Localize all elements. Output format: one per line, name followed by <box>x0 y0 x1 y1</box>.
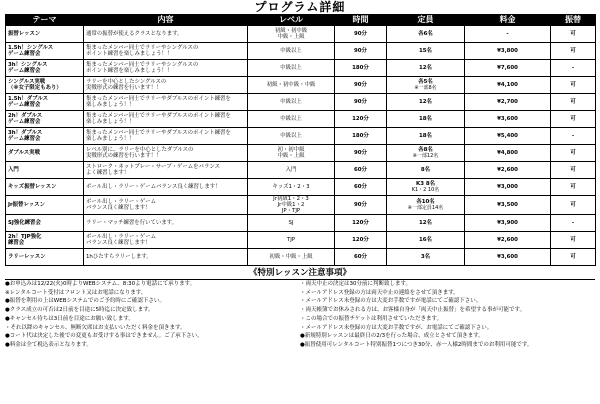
program-description <box>84 215 248 232</box>
program-time: 90分 <box>335 43 387 60</box>
header-level: レベル <box>248 15 335 26</box>
notice-item: ●振替を利用の上はWEBシステムでのご予約時にご確認下さい。 <box>5 298 165 305</box>
capacity-value: 3名 <box>420 254 431 260</box>
capacity-value: 15名 <box>419 48 432 54</box>
program-capacity <box>387 162 465 179</box>
program-time: 60分 <box>335 162 387 179</box>
program-level <box>248 215 335 232</box>
program-level <box>248 179 335 196</box>
capacity-value: 各5名 <box>418 79 433 85</box>
program-description <box>84 249 248 266</box>
program-description-line: ストローク・ネットプレー・サーブ・ゲームをバランス <box>86 164 220 170</box>
table-row <box>6 26 596 43</box>
program-level <box>248 26 335 43</box>
program-capacity <box>387 94 465 111</box>
capacity-value: 12名 <box>419 99 432 105</box>
program-level-line: SJ <box>288 220 294 226</box>
program-capacity <box>387 60 465 77</box>
program-level <box>248 111 335 128</box>
program-level-line: Jr中級1・2 <box>277 202 305 208</box>
program-substitute: - <box>551 128 596 145</box>
header-price: 料金 <box>465 15 551 26</box>
capacity-value: 18名 <box>419 116 432 122</box>
capacity-value: 各8名 <box>418 147 433 153</box>
program-name-line: 3h！シングルス <box>8 62 48 68</box>
program-price: ¥3,500 <box>465 196 551 215</box>
program-time: 90分 <box>335 94 387 111</box>
capacity-note: ※一部12名 <box>412 153 439 159</box>
program-substitute: - <box>551 215 596 232</box>
program-time: 120分 <box>335 111 387 128</box>
notes-left-column <box>5 280 300 350</box>
program-level <box>248 249 335 266</box>
program-level-line: 初級・初中級 <box>274 28 308 34</box>
program-level-line: 中級以上 <box>280 99 302 105</box>
capacity-value: 12名 <box>419 65 432 71</box>
program-name-line: 2h！TJP強化 <box>8 234 42 240</box>
program-name-line: 振替レッスン <box>8 31 41 37</box>
program-name <box>6 249 84 266</box>
program-price: ¥3,900 <box>465 215 551 232</box>
program-name <box>6 128 84 145</box>
program-capacity <box>387 43 465 60</box>
program-capacity <box>387 179 465 196</box>
program-level <box>248 94 335 111</box>
program-name-line: ゲーム練習会 <box>8 102 41 108</box>
program-name <box>6 162 84 179</box>
program-level <box>248 60 335 77</box>
program-name <box>6 179 84 196</box>
program-description <box>84 77 248 94</box>
program-capacity <box>387 249 465 266</box>
program-name <box>6 77 84 94</box>
program-name-line: 1.5h！シングルス <box>8 45 54 51</box>
notice-item: ・両天帳簿でお休みされる方は、お客様自身が「両天中止振替」を希望する事が可能です。 <box>300 307 526 314</box>
program-level-line: 中級以上 <box>280 116 302 122</box>
program-name <box>6 196 84 215</box>
program-level-line: キッズ1・2・3 <box>272 184 310 190</box>
program-description-line: バランス良く練習します！ <box>86 240 151 246</box>
program-description-line: 楽しみましょう！！ <box>86 119 135 125</box>
program-substitute: 可 <box>551 196 596 215</box>
program-level-line: 初級・中級・上級 <box>269 254 313 260</box>
program-price: ¥2,600 <box>465 162 551 179</box>
program-name-line: ゲーム練習会 <box>8 68 41 74</box>
program-price: ¥2,600 <box>465 232 551 249</box>
program-description-line: 集まったメンバー同士でラリーやシングルスの <box>86 62 199 68</box>
program-capacity <box>387 128 465 145</box>
program-description-line: ボール出し・ラリー・ゲーム <box>86 234 156 240</box>
program-description <box>84 196 248 215</box>
table-row <box>6 196 596 215</box>
program-level-line: 中級・上級 <box>277 34 305 40</box>
program-description <box>84 162 248 179</box>
program-description-line: 実戦形式の練習を行います！！ <box>86 85 162 91</box>
program-substitute: 可 <box>551 77 596 94</box>
program-level-line: 中級以上 <box>280 65 302 71</box>
program-table <box>5 14 596 266</box>
program-description-line: 集まったメンバー同士でラリーやダブルスのポイント練習を <box>86 130 231 136</box>
program-capacity <box>387 232 465 249</box>
program-description-line: 集まったメンバー同士でラリーやダブルスのポイント練習を <box>86 96 231 102</box>
capacity-value: 各10名 <box>416 199 435 205</box>
program-level-line: 入門 <box>285 167 297 173</box>
program-time: 120分 <box>335 215 387 232</box>
program-name <box>6 94 84 111</box>
program-description <box>84 94 248 111</box>
program-description <box>84 232 248 249</box>
capacity-value: 18名 <box>419 133 432 139</box>
notice-title: 《特別レッスン注意事項》 <box>249 268 351 278</box>
notice-item: ●キャンセル待ちは3日前を目途にお願い致します。 <box>5 315 134 322</box>
table-row <box>6 145 596 162</box>
program-substitute: - <box>551 60 596 77</box>
notice-item: ・メールアドレス未登録の方は大変お手数ですが、お電話にてご確認下さい。 <box>300 324 493 331</box>
program-level <box>248 196 335 215</box>
program-time: 60分 <box>335 179 387 196</box>
program-capacity <box>387 26 465 43</box>
program-substitute: 可 <box>551 111 596 128</box>
table-row <box>6 60 596 77</box>
notice-item: ●新規特別レッスンは最終日の2/3を行った場合、成立とさせて頂きます。 <box>300 333 484 340</box>
program-description-line: バランス良く練習します！ <box>86 205 151 211</box>
program-time: 180分 <box>335 128 387 145</box>
program-description-line: ポイント練習を楽しみましょう！！ <box>86 68 173 74</box>
program-capacity <box>387 77 465 94</box>
notice-item: ・メールアドレス登録の方は両天中止の連絡をさせて頂きます。 <box>300 289 459 296</box>
notice-item: ●コート代は決定した後での変更もお受けする事はできません。ご了承下さい。 <box>5 333 203 340</box>
program-price: - <box>465 26 551 43</box>
program-level-line: 初・初中級 <box>277 147 305 153</box>
program-level-line: 初級・初中級・中級 <box>266 82 316 88</box>
program-name-line: 2h！ダブルス <box>8 113 43 119</box>
program-name-line: ダブルス実戦 <box>8 150 40 156</box>
program-substitute: 可 <box>551 94 596 111</box>
program-description-line: 1hひたすらラリーします。 <box>86 254 152 260</box>
program-level-line: 中級以上 <box>280 133 302 139</box>
program-description-line: ボール出し・ラリー・ゲーム <box>86 199 156 205</box>
program-level-line: 中級以上 <box>280 48 302 54</box>
capacity-value: 16名 <box>419 237 432 243</box>
program-level-line: JP・TJP <box>281 208 301 214</box>
program-level <box>248 77 335 94</box>
notice-item: ●振替使用可レンタルコート特別振替1つにつき30分、赤一人様2時間までのお利用可能です。 <box>300 341 533 348</box>
capacity-note: ※一部8名 <box>414 85 437 91</box>
program-substitute: 可 <box>551 26 596 43</box>
program-time: 60分 <box>335 249 387 266</box>
table-row <box>6 111 596 128</box>
program-description <box>84 26 248 43</box>
notice-item: ・メールアドレス未登録の方は大変お手数ですが電話にてご確認下さい。 <box>300 298 482 305</box>
table-row <box>6 43 596 60</box>
program-name-line: 入門 <box>8 167 19 173</box>
program-description-line: よく練習します！ <box>86 170 130 176</box>
program-description-line: ラリーを中心としたシングルスの <box>86 79 167 85</box>
program-level <box>248 232 335 249</box>
table-row <box>6 162 596 179</box>
program-capacity <box>387 196 465 215</box>
program-description <box>84 145 248 162</box>
program-time: 120分 <box>335 232 387 249</box>
program-substitute: 可 <box>551 249 596 266</box>
program-price: ¥3,600 <box>465 249 551 266</box>
program-description-line: ラリー・マッチ練習を行いています。 <box>86 220 177 226</box>
program-name-line: SJ強化練習会 <box>8 220 41 226</box>
notice-item: ※レンタルコート受付はフロント又はお電話になります。 <box>5 289 147 296</box>
program-level-line: TJP <box>286 237 296 243</box>
capacity-value: K3 8名 <box>416 181 435 187</box>
program-name-line: 3h！ダブルス <box>8 130 43 136</box>
program-description-line: レベル別に、ラリーを中心としたダブルスの <box>86 147 194 153</box>
program-substitute: 可 <box>551 145 596 162</box>
program-description-line: ポイント練習を楽しみましょう！！ <box>86 51 173 57</box>
program-time: 90分 <box>335 77 387 94</box>
header-time: 時間 <box>335 15 387 26</box>
program-level-line: Jr初級1・2・3 <box>273 196 309 202</box>
notice-item: ●料金は全て税込表示となります。 <box>5 341 92 348</box>
capacity-value: 12名 <box>419 220 432 226</box>
program-time: 90分 <box>335 196 387 215</box>
table-row <box>6 232 596 249</box>
program-description-line: 楽しみましょう！！ <box>86 102 135 108</box>
notes-right-column <box>300 280 595 350</box>
program-price: ¥4,100 <box>465 77 551 94</box>
program-name <box>6 60 84 77</box>
table-row <box>6 77 596 94</box>
header-content: 内容 <box>84 15 248 26</box>
program-substitute: 可 <box>551 43 596 60</box>
program-capacity <box>387 215 465 232</box>
program-price: ¥2,700 <box>465 94 551 111</box>
program-name-line: ラリーレッスン <box>8 254 46 260</box>
program-name <box>6 145 84 162</box>
header-capacity: 定員 <box>387 15 465 26</box>
program-name-line: シングルス実戦 <box>8 79 46 85</box>
program-substitute: 可 <box>551 162 596 179</box>
program-price: ¥3,600 <box>465 111 551 128</box>
program-price: ¥3,000 <box>465 179 551 196</box>
program-name <box>6 26 84 43</box>
program-description-line: 集まったメンバー同士でラリーやダブルスのポイント練習を <box>86 113 231 119</box>
program-capacity <box>387 111 465 128</box>
header-theme: テーマ <box>6 15 84 26</box>
program-name <box>6 232 84 249</box>
program-description <box>84 111 248 128</box>
program-description-line: 楽しみましょう！！ <box>86 136 135 142</box>
table-row <box>6 179 596 196</box>
program-level <box>248 145 335 162</box>
program-substitute: 可 <box>551 232 596 249</box>
program-name <box>6 215 84 232</box>
notice-item: ・それ以降のキャンセル、無断欠席はお支払いいただく料金を頂きます。 <box>5 324 186 331</box>
program-name <box>6 43 84 60</box>
program-description <box>84 128 248 145</box>
program-level <box>248 43 335 60</box>
capacity-note: K1・2 10名 <box>411 187 440 193</box>
notice-item: ●クラス成立の可否は2日前を目途に5時迄に決定致します。 <box>5 307 154 314</box>
program-name-line: ゲーム練習会 <box>8 136 41 142</box>
program-name-line: 1.5h！ダブルス <box>8 96 48 102</box>
table-header-row <box>6 15 596 26</box>
program-price: ¥4,800 <box>465 145 551 162</box>
program-description-line: 集まったメンバー同士でラリーやシングルスの <box>86 45 199 51</box>
program-description <box>84 179 248 196</box>
program-description <box>84 43 248 60</box>
notice-item: ・両天中止の決定は30分前に判断致します。 <box>300 281 412 287</box>
program-description <box>84 60 248 77</box>
table-row <box>6 249 596 266</box>
program-name-line: キッズ振替レッスン <box>8 184 57 190</box>
program-time: 90分 <box>335 26 387 43</box>
program-time: 180分 <box>335 60 387 77</box>
program-name-line: Jr振替レッスン <box>8 202 45 208</box>
capacity-value: 8名 <box>420 167 431 173</box>
notice-item: ・この場合での振替チケットは利用させていただきます。 <box>300 315 443 322</box>
page-title: プログラム詳細 <box>254 0 346 14</box>
table-row <box>6 94 596 111</box>
program-price: ¥5,400 <box>465 128 551 145</box>
header-substitute: 振替 <box>551 15 596 26</box>
program-description-line: 通常の振替が使えるクラスとなります。 <box>86 31 183 37</box>
program-name <box>6 111 84 128</box>
program-name-line: ゲーム練習会 <box>8 51 41 57</box>
program-name-line: 練習会 <box>8 240 25 246</box>
notice-item: ●お申込みは12/22(火)0時よりWEBシステム、8:30より電話にて承ります。 <box>5 281 196 287</box>
program-description-line: 実戦形式の練習を行います！！ <box>86 153 162 159</box>
program-name-line: ゲーム練習会 <box>8 119 41 125</box>
program-description-line: ボール出し・ラリー・ゲームバランス良く練習します！ <box>86 184 221 190</box>
program-level-line: 中級・上級 <box>277 153 305 159</box>
program-time: 90分 <box>335 145 387 162</box>
program-level <box>248 128 335 145</box>
program-name-line: （※女子限定もあり） <box>8 85 62 91</box>
table-row <box>6 215 596 232</box>
program-substitute: 可 <box>551 179 596 196</box>
capacity-note: ※一部定員14名 <box>407 205 444 211</box>
notice-section <box>5 279 595 350</box>
table-row <box>6 128 596 145</box>
program-capacity <box>387 145 465 162</box>
capacity-value: 各6名 <box>418 31 433 37</box>
program-price: ¥3,800 <box>465 43 551 60</box>
program-level <box>248 162 335 179</box>
program-price: ¥7,600 <box>465 60 551 77</box>
